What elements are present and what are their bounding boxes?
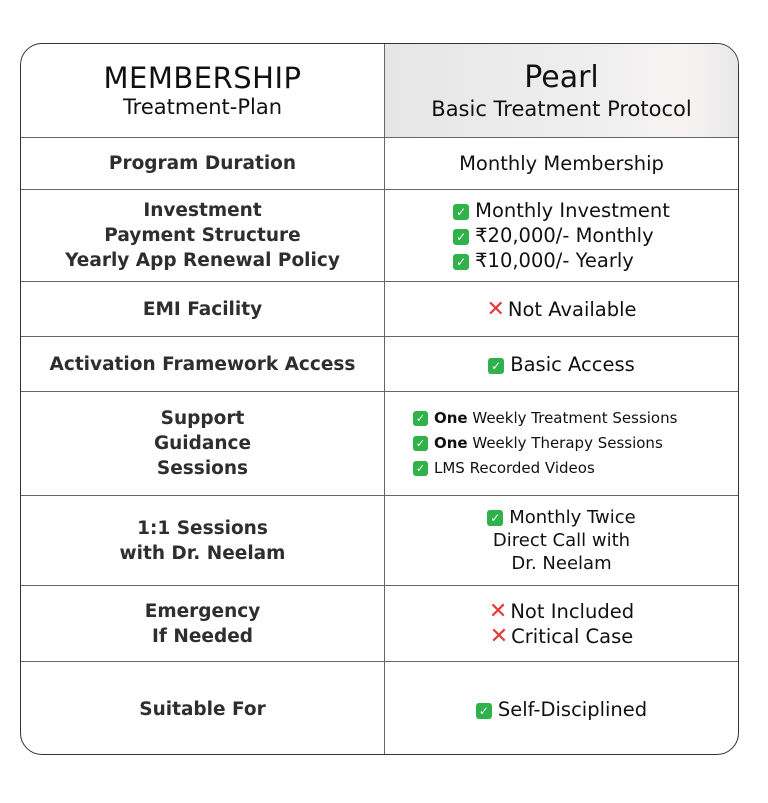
row-label	[21, 190, 385, 281]
table-row	[21, 190, 738, 282]
row-value	[385, 662, 738, 755]
value-line: ✓ Self-Disciplined	[476, 697, 647, 722]
check-square-icon: ✓	[413, 436, 428, 451]
row-value	[385, 337, 738, 391]
value-line: ✕ Not Available	[486, 296, 637, 322]
value-line: ✕ Not Included	[488, 598, 635, 624]
membership-subtitle: Treatment-Plan	[122, 95, 283, 119]
row-value	[385, 586, 738, 661]
cross-icon: ✕	[486, 296, 505, 322]
row-label	[21, 392, 385, 495]
label-line: Program Duration	[108, 153, 297, 174]
check-square-icon: ✓	[476, 703, 492, 719]
value-line: ✓ ₹10,000/- Yearly	[453, 248, 670, 273]
table-row	[21, 496, 738, 586]
label-line: Yearly App Renewal Policy	[65, 250, 340, 271]
label-line: Activation Framework Access	[49, 353, 356, 375]
check-square-icon: ✓	[453, 254, 469, 270]
table-row	[21, 586, 738, 662]
row-value	[385, 190, 738, 281]
value-line: ✓ One Weekly Treatment Sessions	[413, 406, 677, 431]
label-line: Payment Structure	[104, 225, 301, 246]
check-square-icon: ✓	[487, 510, 503, 526]
value-line: ✓ LMS Recorded Videos	[413, 456, 595, 481]
label-line: 1:1 Sessions	[137, 517, 268, 539]
row-label	[21, 337, 385, 391]
value-line: ✓ Basic Access	[488, 352, 635, 377]
value-line: ✓ Monthly Twice	[487, 506, 636, 529]
value-line: ✓ One Weekly Therapy Sessions	[413, 431, 663, 456]
row-label	[21, 586, 385, 661]
value-line: Monthly Membership	[459, 152, 664, 175]
plan-subtitle: Basic Treatment Protocol	[431, 96, 692, 121]
header-row	[21, 44, 738, 138]
check-square-icon: ✓	[413, 461, 428, 476]
table-row	[21, 662, 738, 755]
row-value	[385, 496, 738, 585]
row-value	[385, 138, 738, 189]
row-label	[21, 138, 385, 189]
table-row	[21, 337, 738, 392]
membership-header-cell	[21, 44, 385, 137]
plan-header-cell	[385, 44, 738, 137]
cross-icon: ✕	[488, 598, 508, 624]
label-line: Support	[160, 408, 245, 429]
membership-title: MEMBERSHIP	[103, 61, 302, 95]
table-row	[21, 392, 738, 496]
check-square-icon: ✓	[488, 358, 504, 374]
row-label	[21, 496, 385, 585]
check-square-icon: ✓	[453, 204, 469, 220]
row-label	[21, 282, 385, 336]
label-line: Suitable For	[139, 698, 266, 720]
row-label	[21, 662, 385, 755]
row-value	[385, 282, 738, 336]
table-row	[21, 282, 738, 337]
row-value	[385, 392, 738, 495]
check-square-icon: ✓	[413, 411, 428, 426]
plan-title: Pearl	[524, 59, 599, 95]
label-line: Investment	[143, 200, 262, 221]
value-line: ✓ ₹20,000/- Monthly	[453, 223, 670, 248]
label-line: Guidance	[153, 433, 252, 454]
label-line: Sessions	[156, 458, 249, 479]
check-square-icon: ✓	[453, 229, 469, 245]
cross-icon: ✕	[489, 623, 509, 649]
label-line: with Dr. Neelam	[119, 542, 286, 564]
label-line: EMI Facility	[142, 298, 263, 320]
comparison-table	[20, 43, 739, 755]
table-row	[21, 138, 738, 190]
label-line: If Needed	[152, 625, 253, 647]
label-line: Emergency	[144, 600, 261, 622]
value-line: ✓ Monthly Investment	[453, 198, 670, 223]
value-line: Dr. Neelam	[511, 553, 612, 574]
value-line: Direct Call with	[492, 530, 631, 551]
value-line: ✕ Critical Case	[489, 623, 634, 649]
